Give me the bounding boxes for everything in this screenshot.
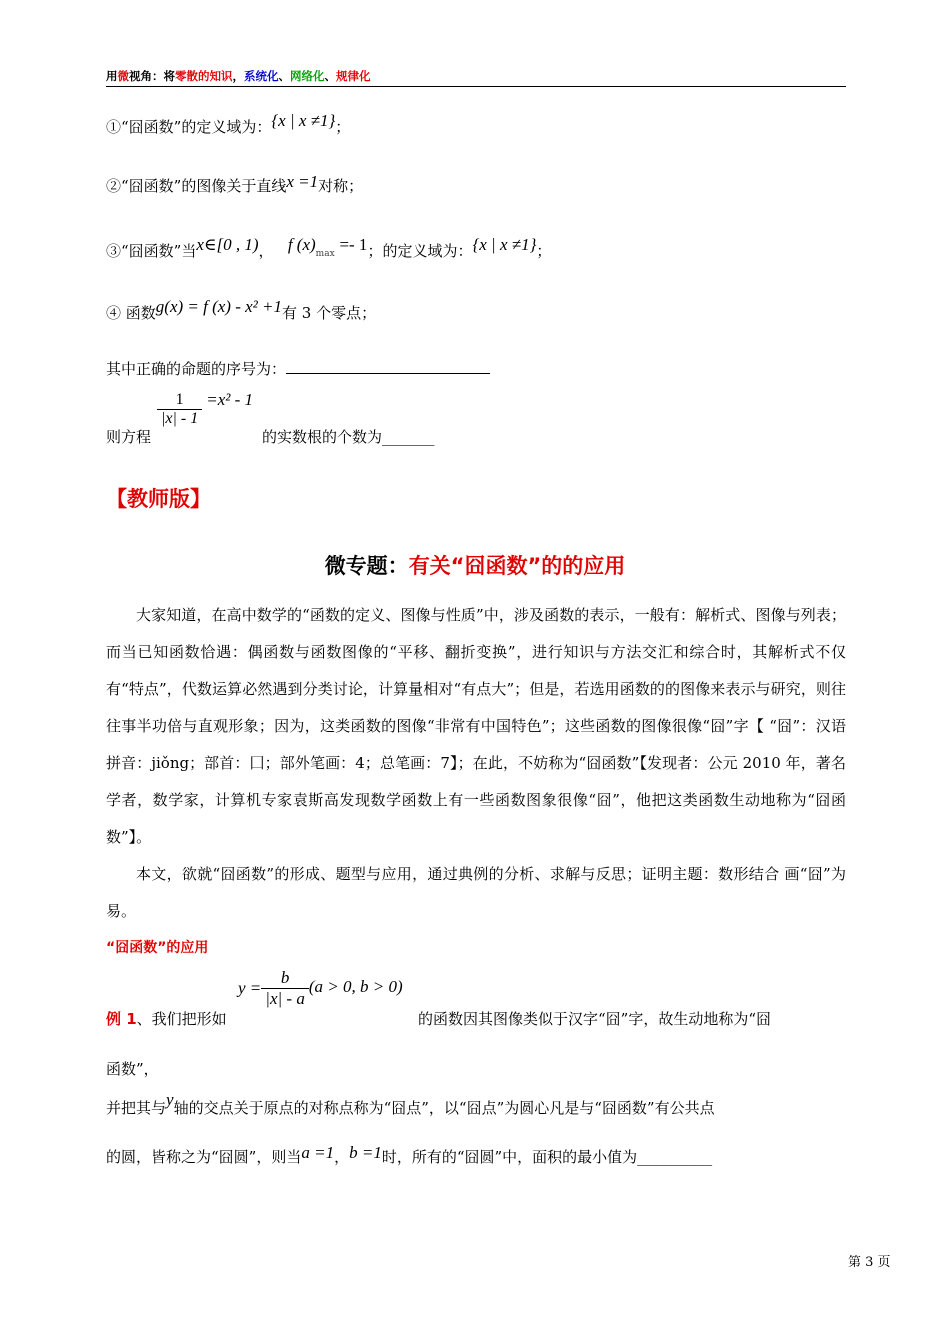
header-part-blue: 系统化 [244,69,279,83]
fraction-denominator: |x| - 1 [157,409,202,428]
question-2-fraction [157,391,253,428]
line-4-suffix: 时，所有的“囧圆”中，面积的最小值为__________ [381,1148,713,1166]
main-title-red: 有关“囧函数”的的应用 [408,554,626,578]
formula-numerator: b [280,968,290,987]
example-1-lead [106,1008,227,1029]
line-4-sep: ， [334,1148,350,1166]
item-4-math: g(x) = f (x) - x² +1 [155,297,282,316]
header-part-green: 网络化 [290,69,325,83]
line-3-y: y [166,1090,174,1109]
item-4-end: 有 3 个零点； [282,304,377,322]
item-3-mid: ；的定义域为： [367,242,473,260]
item-2 [106,172,364,196]
item-3-text: ③“囧函数”当 [106,242,197,260]
item-1-math: {x | x ≠1} [271,111,336,130]
example-1-line-2: 函数”， [106,1060,159,1078]
example-label: 例 1 [106,1010,137,1028]
item-3 [106,235,552,261]
intro-paragraph-2: 本文，欲就“囧函数”的形成、题型与应用，通过典例的分析、求解与反思；证明主题：数形结合 画“囧”为易。 [106,865,846,920]
teacher-version-heading: 【教师版】 [106,487,211,511]
example-formula [238,968,403,1009]
example-1-line-1-tail: 的函数因其图像类似于汉字“囧”字，故生动地称为“囧 [418,1010,772,1028]
header-part: ， [232,69,244,83]
example-intro: 、我们把形如 [136,1010,227,1028]
example-1-line-3 [106,1090,715,1118]
main-title-black: 微专题： [324,554,409,578]
item-3-math-4: {x | x ≠1} [472,235,537,254]
item-3-math-1: x∈[0 , 1) [196,235,259,254]
line-4-a: a =1 [301,1143,335,1162]
line-4-prefix: 的圆，皆称之为“囧圆”，则当 [106,1148,302,1166]
item-2-math: x =1 [286,172,319,191]
item-3-sep: ， [258,242,274,260]
question-2-prefix: 则方程 [106,428,152,446]
header-part-red: 规律化 [336,69,371,83]
item-1-end: ； [335,118,351,136]
question-1 [106,358,490,379]
item-3-sub: max [315,249,335,259]
subheading: “囧函数”的应用 [106,940,209,956]
page-number: 第 3 页 [848,1255,891,1270]
main-title [0,550,950,580]
header-part: 、 [324,69,336,83]
header-part: 视角：将 [129,69,175,83]
answer-blank [286,373,490,374]
item-1-text: ①“囧函数”的定义域为： [106,118,272,136]
header-part: 用 [106,69,118,83]
example-1-line-4 [106,1143,713,1167]
item-3-math-3: =- 1 [339,235,368,254]
item-2-end: 对称； [318,177,364,195]
intro-text [106,597,846,930]
fraction [157,391,202,428]
header-part-red: 微 [117,69,129,83]
item-2-text: ②“囧函数”的图像关于直线 [106,177,287,195]
intro-paragraph-1: 大家知道，在高中数学的“函数的定义、图像与性质”中，涉及函数的表示，一般有：解析式、图像与列表；而当已知函数恰遇：偶函数与函数图像的“平移、翻折变换”，进行知识与方法交汇和综合时，其解析式不仅有“特点”，代数运算必然遇到分类讨论，计算量相对“有点大”；但是，若选用函数的的图像来表示与研究，则往往事半功倍与直观形象；因为，这类函数的图像“非常有中国特色”；这些函数的图像很像“囧”字【 “囧”：汉语拼音：jiǒng；部首：囗；部外笔画：4；总笔画：7】；在此，不妨称为“囧函数”【发现者：公元 2010 年，著名学者，数学家，计算机专家袁斯高发现数学函数上有一些函数图象很像“囧”，他把这类函数生动地称为“囧函数”】。 [106,606,846,846]
formula-condition: (a > 0, b > 0) [308,976,403,996]
fraction-numerator: 1 [175,391,184,408]
line-3-suffix: 轴的交点关于原点的对称点称为“囧点”，以“囧点”为圆心凡是与“囧函数”有公共点 [173,1099,715,1117]
header-rule [106,86,846,87]
formula-denominator: |x| - a [261,988,309,1009]
question-2-suffix: 的实数根的个数为_______ [262,428,435,446]
equation-rhs: =x² - 1 [206,389,254,409]
header-part: 、 [278,69,290,83]
formula-y: y = [238,978,262,998]
item-4-text: ④ 函数 [106,304,156,322]
line-4-b: b =1 [349,1143,382,1162]
item-3-math-2: f (x) [287,235,316,254]
item-1 [106,111,351,137]
page-header [106,68,371,84]
line-3-prefix: 并把其与 [106,1099,167,1117]
item-4 [106,297,377,323]
question-1-text: 其中正确的命题的序号为： [106,360,287,378]
formula-fraction [261,968,309,1009]
header-part-red: 零散的知识 [175,69,233,83]
item-3-end: ； [536,242,552,260]
